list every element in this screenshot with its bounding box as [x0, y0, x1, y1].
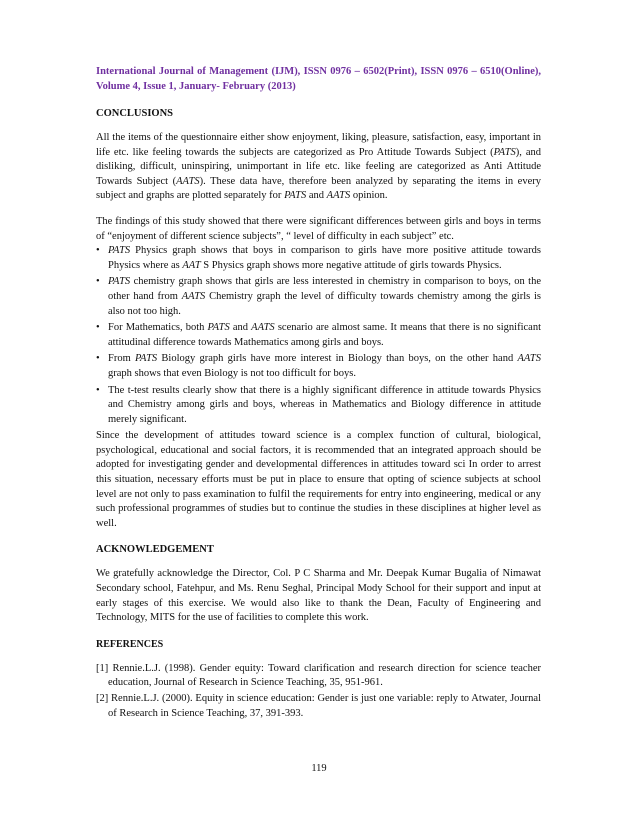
- bullet-icon: •: [96, 245, 100, 257]
- conclusions-paragraph-1: [96, 131, 541, 204]
- italic-term: PATS: [493, 146, 516, 158]
- text-run: graph shows that even Biology is not too difficult for boys.: [108, 367, 356, 379]
- italic-term: AAT: [182, 259, 201, 271]
- list-item: [96, 244, 541, 273]
- italic-term: PATS: [135, 353, 158, 365]
- page-content: [96, 64, 541, 722]
- text-run: Biology graph girls have more interest in Biology than boys, on the other hand: [157, 353, 518, 365]
- findings-list: [96, 244, 541, 427]
- text-run: and: [306, 190, 327, 202]
- bullet-icon: •: [96, 384, 100, 396]
- reference-item: [1] Rennie.L.J. (1998). Gender equity: Toward clarification and research direction for science teacher education, Journal of Research in Science Teaching, 35, 951-961.: [96, 662, 541, 689]
- conclusions-paragraph-3: Since the development of attitudes toward science is a complex function of cultural, biological, psychological, educational and social factors, it is recommended that an integrated approach should be adopted for investigating gender and developmental differences in attitudes toward sci In order to arrest this situation, necessary efforts must be put in place to ensure that opting of science subjects at school level are not only to pass examination to fulfil the requirements for entry into engineering, medical or any such professional programmes of studies but to continue the studies in these disciplines at higher level as well.: [96, 430, 541, 529]
- italic-term: AATS: [181, 290, 206, 302]
- text-run: All the items of the questionnaire either show enjoyment, liking, pleasure, satisfaction, easy, important in life etc. like feeling towards the subjects are categorized as Pro Attitude Towards Subject (: [96, 132, 541, 158]
- italic-term: PATS: [108, 245, 131, 257]
- italic-term: AATS: [326, 190, 351, 202]
- italic-term: PATS: [207, 322, 230, 334]
- text-run: The t-test results clearly show that there is a highly significant difference in attitude towards Physics and Chemistry among girls and boys, whereas in Mathematics and Biology difference in attitude merely significant.: [108, 384, 541, 425]
- italic-term: PATS: [284, 190, 307, 202]
- bullet-icon: •: [96, 276, 100, 288]
- text-run: chemistry graph shows that girls are less interested in chemistry in comparison to boys, on the other hand from: [108, 276, 541, 302]
- conclusions-heading: CONCLUSIONS: [96, 108, 174, 119]
- italic-term: AATS: [251, 322, 275, 334]
- text-run: Physics graph shows that boys in comparison to girls have more positive attitude towards Physics where as: [108, 245, 541, 271]
- text-run: S Physics graph shows more negative attitude of girls towards Physics.: [200, 259, 502, 271]
- bullet-icon: •: [96, 353, 100, 365]
- text-run: From: [108, 353, 135, 365]
- references-list: [96, 662, 541, 721]
- text-run: For Mathematics, both: [108, 322, 208, 334]
- italic-term: PATS: [108, 276, 131, 288]
- page-number: 119: [311, 763, 327, 774]
- list-item: [96, 352, 541, 381]
- italic-term: AATS: [517, 353, 541, 365]
- acknowledgement-text: We gratefully acknowledge the Director, Col. P C Sharma and Mr. Deepak Kumar Bugalia of Nimawat Secondary school, Fatehpur, and Ms. Renu Seghal, Principal Mody School for their support and input at early stages of this exercise. We would also like to thank the Dean, Faculty of Engineering and Technology, MITS for the use of facilities to complete this work.: [96, 568, 541, 624]
- bullet-icon: •: [96, 322, 100, 334]
- conclusions-paragraph-2: The findings of this study showed that there were significant differences between girls and boys in terms of “enjoyment of different science subjects”, “ level of difficulty in each subject” etc.: [96, 215, 541, 242]
- text-run: ), and disliking, difficult, uninspiring, unimportant in life etc. like feeling are categorized as Anti Attitude Towards Subject (: [96, 146, 541, 187]
- text-run: opinion.: [350, 190, 388, 202]
- references-heading: REFERENCES: [96, 638, 164, 650]
- reference-item: [2] Rennie.L.J. (2000). Equity in science education: Gender is just one variable: reply to Atwater, Journal of Research in Science Teaching, 37, 391-393.: [96, 693, 541, 719]
- list-item: [96, 275, 541, 319]
- list-item: [96, 321, 541, 350]
- italic-term: AATS: [176, 175, 200, 187]
- text-run: scenario are almost same. It means that there is no significant attitudinal difference towards Mathematics among girls and boys.: [108, 322, 541, 348]
- text-run: and: [229, 322, 252, 334]
- acknowledgement-heading: ACKNOWLEDGEMENT: [96, 544, 214, 556]
- list-item: [96, 384, 541, 428]
- text-run: ). These data have, therefore been analyzed by separating the items in every subject and graphs are plotted separately for: [96, 175, 542, 202]
- journal-header: International Journal of Management (IJM), ISSN 0976 – 6502(Print), ISSN 0976 – 6510(Online), Volume 4, Issue 1, January- February (2013): [96, 66, 541, 92]
- text-run: Chemistry graph the level of difficulty towards chemistry among the girls is also not too high.: [108, 290, 541, 317]
